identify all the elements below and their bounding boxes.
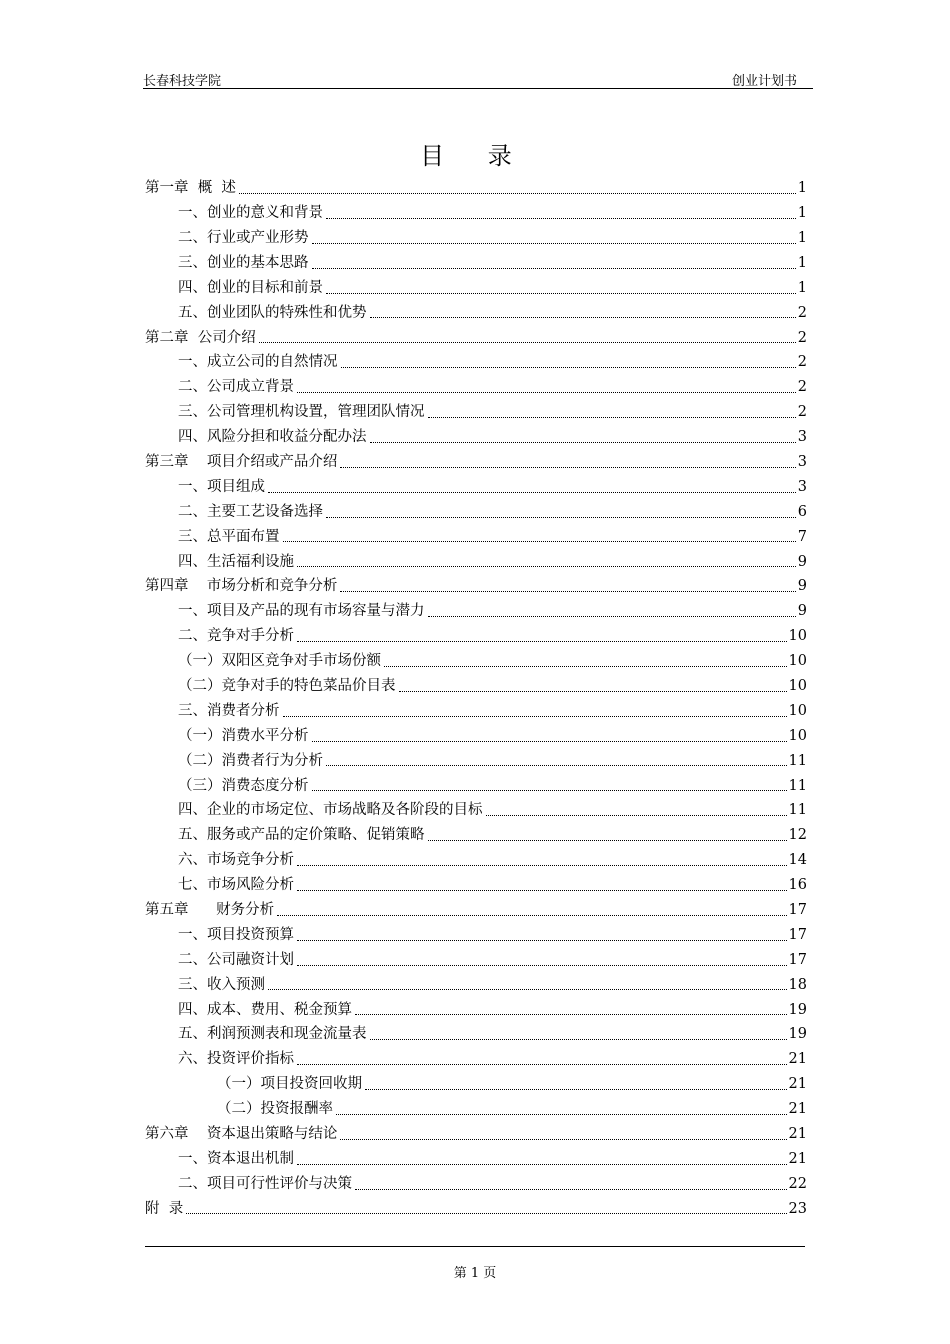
toc-entry-label: 附 录 [145,1200,184,1217]
toc-entry[interactable] [145,475,807,500]
toc-entry-label: 一、项目投资预算 [178,926,294,943]
dot-leader [297,641,787,642]
dot-leader [384,666,787,667]
toc-entry-label: 四、风险分担和收益分配办法 [178,429,367,446]
dot-leader [326,218,796,219]
toc-entry-label: 一、成立公司的自然情况 [178,354,338,371]
dot-leader [340,1139,786,1140]
toc-entry[interactable] [145,375,807,400]
toc-entry[interactable] [145,574,807,599]
toc-entry[interactable] [145,898,807,923]
toc-entry-label: （二）竞争对手的特色菜品价目表 [178,678,396,694]
toc-entry-page: 11 [788,752,807,769]
toc-entry-page: 3 [797,453,807,470]
toc-entry[interactable] [145,176,807,201]
dot-leader [355,1189,787,1190]
toc-entry[interactable] [145,300,807,325]
dot-leader [312,790,787,791]
toc-entry-label: 一、资本退出机制 [178,1150,294,1167]
toc-entry-page: 21 [788,1051,807,1068]
toc-entry[interactable] [145,1147,807,1172]
dot-leader [340,591,795,592]
toc-entry-page: 2 [797,329,807,346]
toc-title: 目 录 [420,142,530,170]
dot-leader [312,243,796,244]
dot-leader [268,492,796,493]
toc-entry-page: 19 [788,1001,807,1018]
dot-leader [268,989,787,990]
toc-entry-page: 11 [788,777,807,794]
toc-entry-page: 18 [788,976,807,993]
toc-entry-label: 六、投资评价指标 [178,1051,294,1068]
toc-entry[interactable] [145,549,807,574]
page-header [143,66,813,89]
dot-leader [259,342,796,343]
toc-entry[interactable] [145,948,807,973]
dot-leader [312,741,787,742]
toc-entry-page: 9 [797,578,807,595]
toc-entry[interactable] [145,1097,807,1122]
toc-entry[interactable] [145,524,807,549]
dot-leader [297,940,787,941]
toc-entry-page: 22 [788,1175,807,1192]
toc-entry-label: 四、创业的目标和前景 [178,279,323,296]
dot-leader [277,915,786,916]
toc-entry-label: 三、公司管理机构设置，管理团队情况 [178,404,425,421]
dot-leader [297,1164,787,1165]
toc-entry-label: 第五章 财务分析 [145,902,275,919]
toc-entry[interactable] [145,624,807,649]
toc-entry[interactable] [145,350,807,375]
toc-entry[interactable] [145,1172,807,1197]
dot-leader [297,1064,787,1065]
toc-entry-page: 23 [788,1200,807,1217]
toc-entry-label: 三、总平面布置 [178,528,280,545]
toc-entry[interactable] [145,1047,807,1072]
toc-entry-label: （三）消费态度分析 [178,777,309,794]
dot-leader [297,392,796,393]
toc-entry-label: 二、项目可行性评价与决策 [178,1175,352,1192]
toc-entry-label: 三、消费者分析 [178,702,280,719]
toc-entry-label: 第二章 公司介绍 [145,329,256,346]
toc-entry-label: 四、成本、费用、税金预算 [178,1001,352,1018]
toc-entry-page: 17 [788,951,807,968]
toc-entry-page: 21 [788,1150,807,1167]
toc-entry-label: （一）项目投资回收期 [217,1076,362,1093]
toc-entry-label: 三、创业的基本思路 [178,254,309,271]
toc-entry-label: 五、创业团队的特殊性和优势 [178,304,367,321]
dot-leader [370,1039,787,1040]
toc-entry[interactable] [145,226,807,251]
dot-leader [297,890,787,891]
toc-entry[interactable] [145,276,807,301]
toc-entry[interactable] [145,923,807,948]
toc-entry-page: 3 [797,478,807,495]
toc-entry-page: 21 [788,1126,807,1143]
toc-entry-page: 2 [797,354,807,371]
toc-entry-label: 五、利润预测表和现金流量表 [178,1026,367,1043]
toc-entry[interactable] [145,699,807,724]
toc-entry-page: 10 [788,727,807,744]
toc-entry[interactable] [145,674,807,699]
toc-entry-page: 1 [797,180,807,197]
toc-entry[interactable] [145,823,807,848]
dot-leader [186,1213,786,1214]
dot-leader [340,467,795,468]
toc-entry-label: 四、企业的市场定位、市场战略及各阶段的目标 [178,802,483,819]
dot-leader [428,840,787,841]
header-document-name: 创业计划书 [731,74,797,89]
toc-entry[interactable] [145,425,807,450]
toc-entry-page: 21 [788,1076,807,1093]
toc-entry[interactable] [145,400,807,425]
toc-entry-page: 1 [797,254,807,271]
toc-entry-page: 10 [788,653,807,670]
dot-leader [486,815,787,816]
toc-entry-page: 6 [797,503,807,520]
toc-entry[interactable] [145,1072,807,1097]
toc-entry-page: 12 [788,827,807,844]
toc-entry-label: （一）双阳区竞争对手市场份额 [178,653,381,670]
footer-divider [145,1246,805,1247]
toc-entry-label: （二）投资报酬率 [217,1101,333,1118]
toc-entry[interactable] [145,973,807,998]
toc-entry-label: 二、公司融资计划 [178,951,294,968]
dot-leader [355,1014,787,1015]
toc-entry-label: 一、创业的意义和背景 [178,205,323,222]
toc-entry[interactable] [145,649,807,674]
toc-entry[interactable] [145,450,807,475]
toc-entry-label: 七、市场风险分析 [178,877,294,894]
dot-leader [283,716,787,717]
toc-entry[interactable] [145,201,807,226]
page-number: 第 1 页 [453,1266,497,1281]
dot-leader [297,965,787,966]
dot-leader [336,1114,787,1115]
toc-entry-label: 五、服务或产品的定价策略、促销策略 [178,827,425,844]
toc-entry[interactable] [145,325,807,350]
dot-leader [341,367,796,368]
toc-entry-page: 10 [788,628,807,645]
toc-entry-label: 一、项目及产品的现有市场容量与潜力 [178,603,425,620]
toc-entry-label: 第四章 市场分析和竞争分析 [145,578,338,595]
dot-leader [399,691,787,692]
dot-leader [283,541,796,542]
dot-leader [239,193,796,194]
dot-leader [326,293,796,294]
dot-leader [312,268,796,269]
toc-entry-page: 16 [788,877,807,894]
dot-leader [365,1089,787,1090]
toc-entry-page: 10 [788,678,807,694]
toc-entry-page: 9 [797,553,807,570]
dot-leader [297,566,796,567]
toc-entry-page: 9 [797,603,807,620]
toc-entry-page: 17 [788,902,807,919]
toc-entry-label: 二、公司成立背景 [178,379,294,396]
toc-entry[interactable] [145,500,807,525]
toc-entry-label: 第六章 资本退出策略与结论 [145,1126,338,1143]
dot-leader [428,616,796,617]
toc-entry-label: 二、行业或产业形势 [178,229,309,246]
toc-entry-label: 四、生活福利设施 [178,553,294,570]
toc-entry[interactable] [145,773,807,798]
toc-entry-page: 2 [797,379,807,396]
toc-entry-label: 六、市场竞争分析 [178,852,294,869]
toc-entry-page: 19 [788,1026,807,1043]
toc-entry-label: 一、项目组成 [178,478,265,495]
toc-entry[interactable] [145,1022,807,1047]
toc-entry-page: 10 [788,702,807,719]
toc-entry-page: 7 [797,528,807,545]
toc-entry-page: 3 [797,429,807,446]
toc-entry-label: 第一章 概 述 [145,180,236,197]
toc-entry-page: 21 [788,1101,807,1118]
dot-leader [370,317,796,318]
dot-leader [297,865,787,866]
toc-entry-page: 2 [797,404,807,421]
toc-entry-label: （二）消费者行为分析 [178,752,323,769]
toc-entry-page: 17 [788,926,807,943]
toc-entry-page: 1 [797,229,807,246]
toc-entry[interactable] [145,599,807,624]
toc-entry-page: 14 [788,852,807,869]
dot-leader [428,417,796,418]
header-school-name: 长春科技学院 [143,74,222,89]
dot-leader [370,442,796,443]
toc-entry-label: 三、收入预测 [178,976,265,993]
toc-entry[interactable] [145,798,807,823]
toc-entry[interactable] [145,724,807,749]
toc-entry[interactable] [145,873,807,898]
dot-leader [326,765,787,766]
toc-entry-page: 1 [797,279,807,296]
table-of-contents [145,176,807,1221]
toc-entry-label: 二、主要工艺设备选择 [178,503,323,520]
toc-entry[interactable] [145,1197,807,1222]
toc-entry-label: 二、竞争对手分析 [178,628,294,645]
dot-leader [326,517,796,518]
toc-entry-page: 11 [788,802,807,819]
toc-entry-label: （一）消费水平分析 [178,727,309,744]
toc-entry-page: 1 [797,205,807,222]
toc-entry[interactable] [145,997,807,1022]
toc-entry-page: 2 [797,304,807,321]
toc-entry-label: 第三章 项目介绍或产品介绍 [145,453,338,470]
toc-entry[interactable] [145,1122,807,1147]
toc-entry[interactable] [145,748,807,773]
toc-entry[interactable] [145,251,807,276]
toc-entry[interactable] [145,848,807,873]
